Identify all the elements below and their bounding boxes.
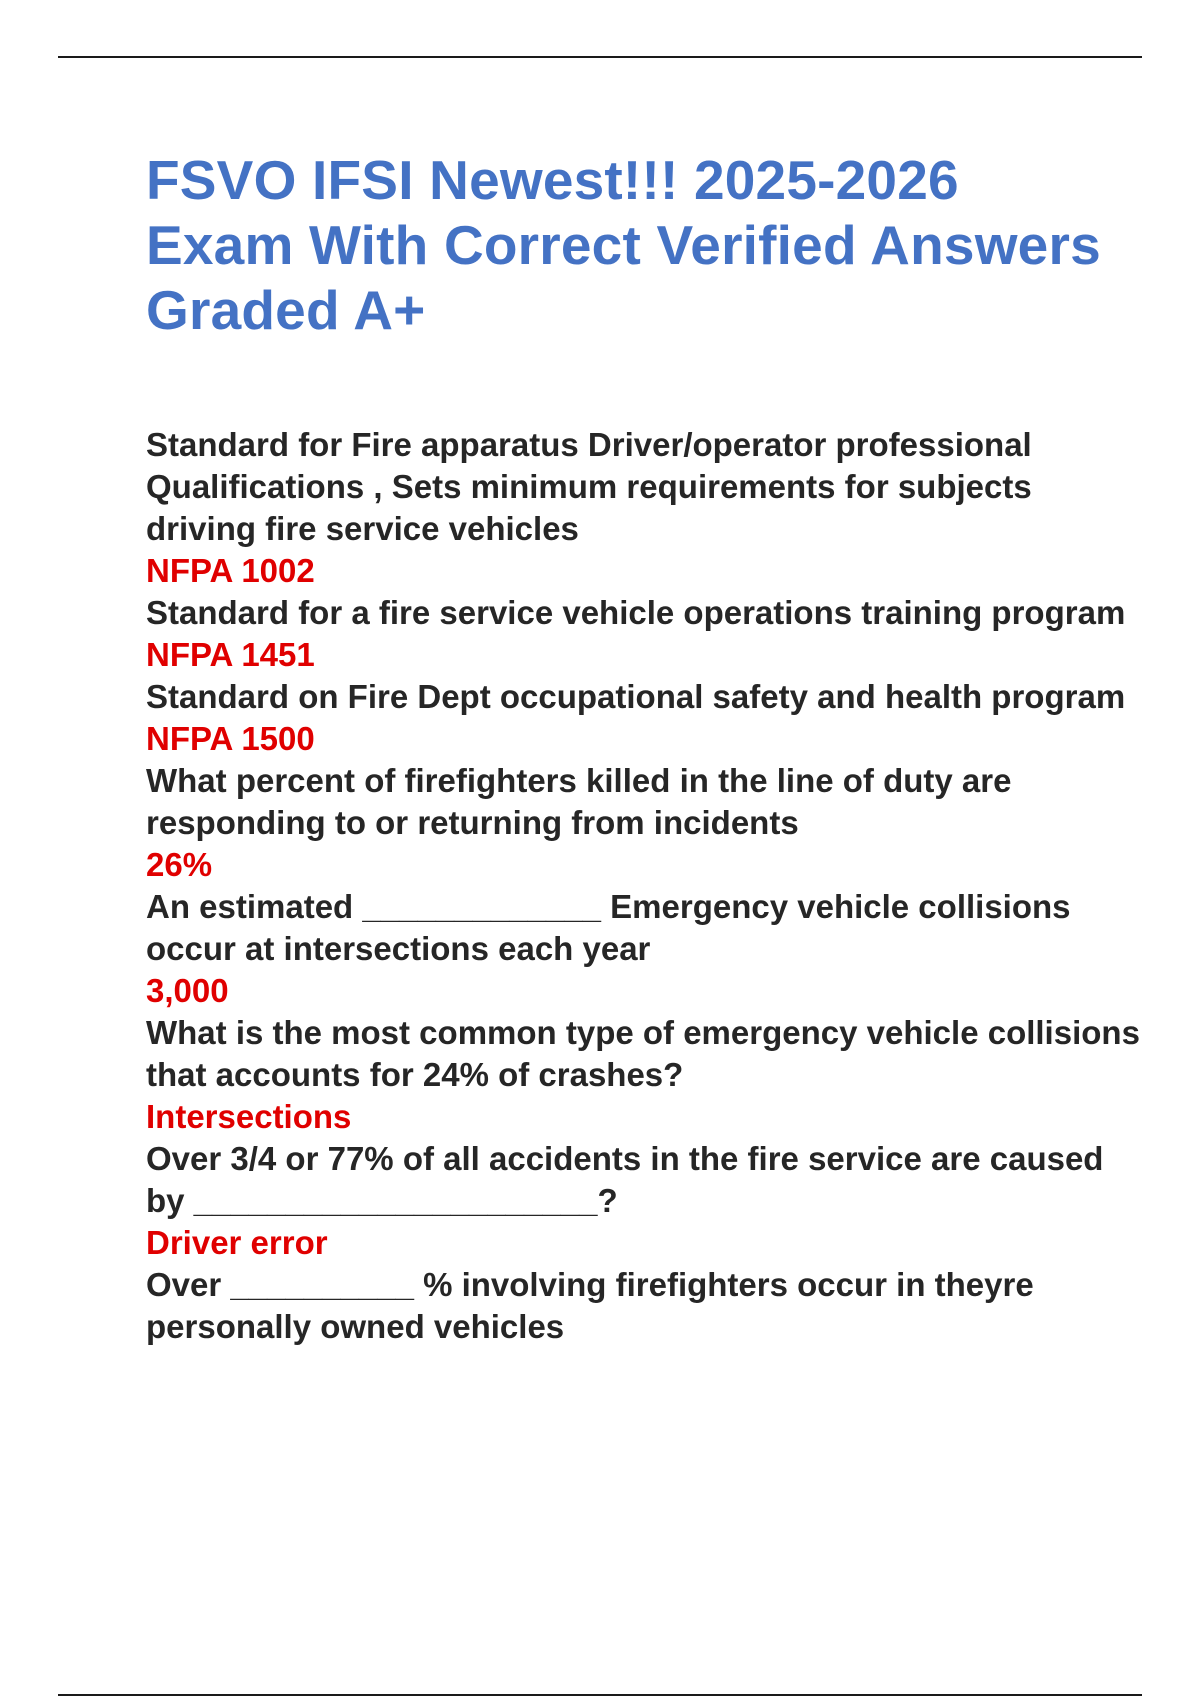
top-divider xyxy=(58,56,1142,58)
question-text: Over __________ % involving firefighters occur in theyre personally owned vehicles xyxy=(146,1266,1034,1345)
qa-item xyxy=(146,676,1146,760)
qa-item xyxy=(146,592,1146,676)
qa-list xyxy=(146,424,1146,1348)
answer-text: Intersections xyxy=(146,1098,352,1135)
question-text: What is the most common type of emergency vehicle collisions that accounts for 24% of crashes? xyxy=(146,1014,1140,1093)
question-text: Over 3/4 or 77% of all accidents in the fire service are caused by ______________________? xyxy=(146,1140,1104,1219)
question-text: An estimated _____________ Emergency vehicle collisions occur at intersections each year xyxy=(146,888,1071,967)
qa-item xyxy=(146,1138,1146,1264)
qa-item xyxy=(146,1264,1146,1348)
answer-text: NFPA 1002 xyxy=(146,552,315,589)
page-title: FSVO IFSI Newest!!! 2025-2026 Exam With Correct Verified Answers Graded A+ xyxy=(146,149,1101,341)
question-text: Standard for a fire service vehicle operations training program xyxy=(146,594,1126,631)
qa-item xyxy=(146,424,1146,592)
answer-text: 3,000 xyxy=(146,972,229,1009)
answer-text: NFPA 1500 xyxy=(146,720,315,757)
answer-text: NFPA 1451 xyxy=(146,636,315,673)
qa-item xyxy=(146,886,1146,1012)
answer-text: Driver error xyxy=(146,1224,328,1261)
answer-text: 26% xyxy=(146,846,213,883)
question-text: Standard on Fire Dept occupational safety and health program xyxy=(146,678,1126,715)
bottom-divider xyxy=(58,1694,1142,1696)
question-text: What percent of firefighters killed in the line of duty are responding to or returning from incidents xyxy=(146,762,1012,841)
question-text: Standard for Fire apparatus Driver/operator professional Qualifications , Sets minimum requirements for subjects driving fire service vehicles xyxy=(146,426,1032,547)
qa-item xyxy=(146,760,1146,886)
qa-item xyxy=(146,1012,1146,1138)
